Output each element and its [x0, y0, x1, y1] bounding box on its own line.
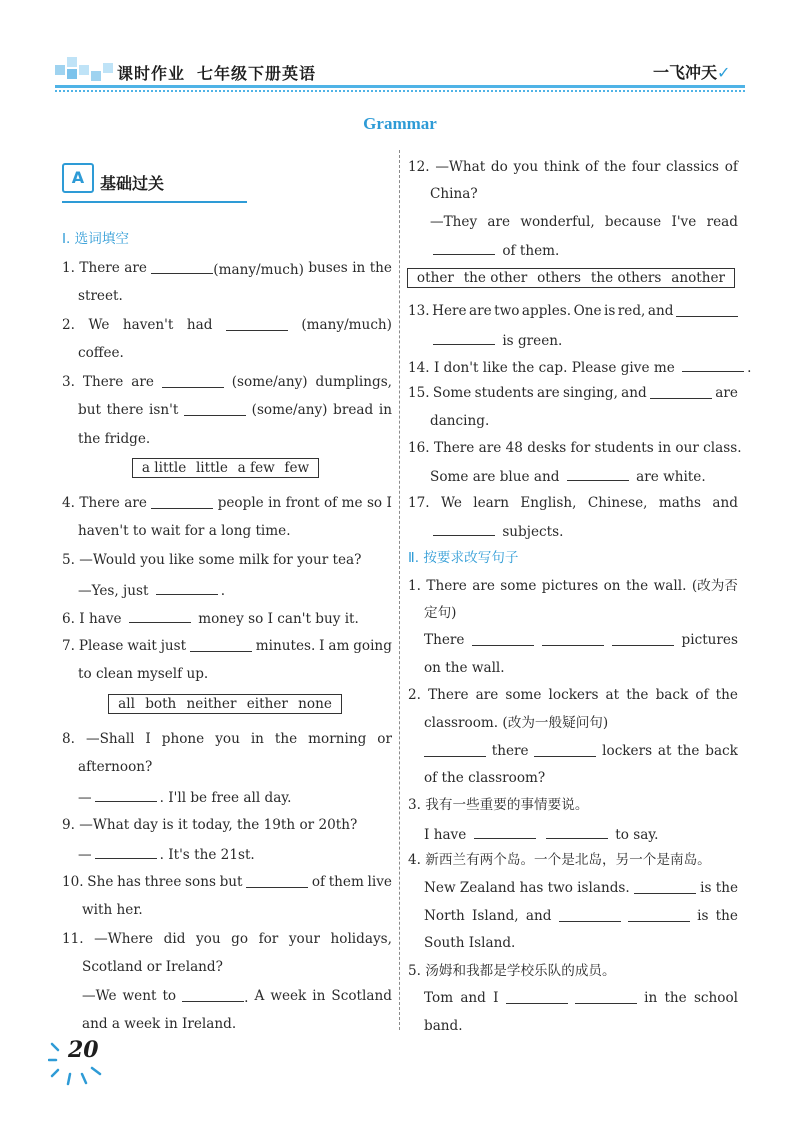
text-line: the fridge. — [78, 431, 151, 447]
word: some — [500, 578, 537, 594]
word: in — [312, 988, 326, 1004]
word: pictures — [541, 578, 599, 594]
word: going — [353, 638, 392, 654]
answer-blank[interactable] — [534, 741, 596, 757]
word: of — [323, 495, 338, 511]
word: Please — [78, 638, 124, 654]
word: in — [268, 495, 282, 511]
column-divider — [399, 150, 400, 1030]
text-line — [82, 986, 392, 1008]
word: am — [328, 638, 350, 654]
blank-token — [534, 741, 596, 763]
text-line: with her. — [82, 902, 143, 918]
text-line: 5. 汤姆和我都是学校乐队的成员。 — [408, 963, 616, 979]
text-line — [62, 729, 392, 749]
text-line: 4. 新西兰有两个岛。一个是北岛，另一个是南岛。 — [408, 852, 711, 868]
page-header — [0, 0, 800, 100]
part-2-heading: Ⅱ. 按要求改写句子 — [408, 550, 519, 566]
word: just — [160, 638, 187, 654]
word: learn — [473, 495, 509, 511]
word: three — [144, 874, 182, 890]
text-line: —Yes, just . — [78, 579, 225, 601]
word-option: little — [195, 460, 228, 476]
text-line: on the wall. — [424, 660, 505, 676]
blank-token — [424, 741, 486, 763]
word: for — [258, 931, 279, 947]
word: front — [285, 495, 320, 511]
word: Island, — [472, 908, 519, 924]
text-line: China? — [430, 186, 478, 202]
word: me — [341, 495, 363, 511]
word: —Where — [94, 931, 154, 947]
book-title-grade: 七年级下册英语 — [197, 64, 317, 83]
text-line — [424, 988, 738, 1010]
word: the — [715, 687, 738, 703]
text-line — [408, 493, 738, 513]
word: read — [706, 214, 738, 230]
answer-blank[interactable] — [628, 906, 690, 922]
word: (many/much) — [301, 317, 392, 333]
word: had — [186, 317, 213, 333]
word: classics — [666, 159, 720, 175]
word: 13. — [408, 303, 430, 319]
word: at — [657, 743, 672, 759]
answer-blank[interactable] — [433, 239, 495, 255]
text-line: afternoon? — [78, 759, 153, 775]
word-option: all — [118, 696, 135, 712]
word: the — [625, 578, 649, 594]
answer-blank[interactable] — [95, 786, 157, 802]
word: —Shall — [85, 731, 135, 747]
word: did — [163, 931, 186, 947]
word: the — [715, 880, 738, 896]
text-line: Some are blue and are white. — [430, 465, 706, 487]
word: and — [525, 908, 552, 924]
text-line: and a week in Ireland. — [82, 1016, 237, 1032]
word: isn't — [149, 402, 179, 418]
answer-blank[interactable] — [472, 630, 534, 646]
word-option: both — [145, 696, 177, 712]
word: dumplings, — [315, 374, 392, 390]
word: There — [79, 495, 120, 511]
text-line: band. — [424, 1018, 463, 1034]
book-title-series: 课时作业 — [117, 64, 186, 83]
answer-blank[interactable] — [676, 301, 738, 317]
word: and — [621, 385, 647, 401]
text-line — [62, 872, 392, 894]
word: are — [487, 214, 511, 230]
word: is — [604, 303, 616, 319]
word: four — [631, 159, 661, 175]
word: at — [605, 687, 620, 703]
word: back — [655, 687, 689, 703]
answer-blank[interactable] — [559, 906, 621, 922]
answer-blank[interactable] — [634, 878, 696, 894]
word: the — [274, 731, 298, 747]
blank-token — [226, 315, 288, 337]
answer-blank[interactable] — [474, 823, 536, 839]
word: has — [519, 880, 544, 896]
word: in — [378, 402, 392, 418]
word: wait — [127, 638, 157, 654]
word: islands. — [577, 880, 630, 896]
text-line: 9. —What day is it today, the 19th or 20th? — [62, 817, 358, 833]
header-rule — [55, 85, 745, 94]
word: of — [724, 159, 738, 175]
word: wall. — [653, 578, 687, 594]
text-line — [62, 929, 392, 949]
blank-token — [676, 301, 738, 323]
word: two — [494, 303, 520, 319]
word: is — [700, 880, 712, 896]
word: 12. — [408, 159, 430, 175]
blank-token — [634, 878, 696, 900]
text-line — [78, 400, 392, 422]
blank-token: (many/much) — [151, 258, 304, 280]
word: school — [693, 990, 738, 1006]
text-line: of the classroom? — [424, 770, 546, 786]
blank-token — [472, 630, 534, 652]
word: the — [603, 159, 627, 175]
word: 2. — [408, 687, 421, 703]
word: sons — [185, 874, 216, 890]
word: students — [474, 385, 534, 401]
blank-token — [246, 872, 308, 894]
word: so — [366, 495, 383, 511]
text-line: classroom. (改为一般疑问句) — [424, 715, 609, 731]
word: in — [250, 731, 264, 747]
text-line: dancing. — [430, 413, 490, 429]
text-line: 14. I don't like the cap. Please give me . — [408, 356, 751, 378]
word: (改为否 — [691, 578, 738, 594]
text-line — [62, 315, 392, 337]
answer-blank[interactable] — [650, 383, 712, 399]
word: you — [513, 159, 539, 175]
text-line: haven't to wait for a long time. — [78, 523, 291, 539]
word: A — [254, 988, 265, 1004]
word: are — [124, 495, 147, 511]
word-option: others — [537, 270, 582, 286]
word: 1. — [408, 578, 421, 594]
blank-token — [559, 906, 621, 928]
word: in — [352, 260, 366, 276]
text-line: 16. There are 48 desks for students in our class. — [408, 440, 742, 456]
word: the — [664, 990, 687, 1006]
word: Tom — [424, 990, 454, 1006]
text-line: 5. —Would you like some milk for your tea? — [62, 552, 362, 568]
text-line: 定句) — [424, 605, 457, 621]
text-line — [408, 576, 738, 596]
word: singing, — [562, 385, 618, 401]
text-line: coffee. — [78, 345, 124, 361]
text-line: 3. 我有一些重要的事情要说。 — [408, 797, 589, 813]
word-option: few — [284, 460, 310, 476]
answer-blank[interactable] — [424, 741, 486, 757]
word-option: none — [298, 696, 332, 712]
word: are — [472, 578, 495, 594]
text-line — [408, 157, 738, 177]
blank-token — [190, 636, 252, 658]
word: Some — [432, 385, 472, 401]
blank-token — [575, 988, 637, 1010]
word: Scotland — [331, 988, 392, 1004]
word: pictures — [681, 632, 738, 648]
text-line: of them. — [430, 239, 559, 261]
word: the — [626, 687, 649, 703]
word: holidays, — [330, 931, 392, 947]
page-number: 20 — [68, 1037, 99, 1063]
blank-token — [542, 630, 604, 652]
word-option: other — [416, 270, 454, 286]
word: She — [87, 874, 114, 890]
answer-blank[interactable] — [190, 636, 252, 652]
word: There — [424, 632, 465, 648]
word: is — [697, 908, 709, 924]
blank-token: . — [182, 986, 248, 1008]
answer-blank[interactable] — [682, 356, 744, 372]
word: One — [573, 303, 602, 319]
answer-blank[interactable] — [95, 843, 157, 859]
word: live — [367, 874, 392, 890]
word: of — [695, 687, 709, 703]
answer-blank[interactable] — [575, 988, 637, 1004]
answer-blank[interactable] — [567, 465, 629, 481]
text-line: — . I'll be free all day. — [78, 786, 292, 808]
word: New — [424, 880, 456, 896]
text-line — [62, 258, 392, 280]
word: apples. — [521, 303, 572, 319]
word: 2. — [62, 317, 75, 333]
answer-blank[interactable] — [433, 329, 495, 345]
word-option: either — [246, 696, 288, 712]
word: There — [79, 260, 120, 276]
word: 17. — [408, 495, 430, 511]
word: went — [122, 988, 157, 1004]
word: and — [712, 495, 738, 511]
word: some — [505, 687, 542, 703]
word: I — [145, 731, 151, 747]
word: there — [106, 402, 144, 418]
text-line: is green. — [430, 329, 562, 351]
brand-name: 一飞冲天 — [653, 63, 718, 82]
word: —What — [435, 159, 486, 175]
word: in — [644, 990, 658, 1006]
text-line — [424, 906, 738, 928]
word: (some/any) — [231, 374, 308, 390]
word: wonderful, — [520, 214, 595, 230]
answer-blank[interactable] — [546, 823, 608, 839]
word: red, — [617, 303, 646, 319]
answer-blank[interactable] — [182, 986, 244, 1002]
word-option: a few — [237, 460, 275, 476]
word-option: the others — [590, 270, 662, 286]
text-line — [408, 383, 738, 405]
answer-blank[interactable] — [246, 872, 308, 888]
word: do — [490, 159, 508, 175]
brand-logo — [653, 60, 730, 83]
text-line — [62, 636, 392, 658]
word: are — [469, 303, 492, 319]
answer-blank[interactable] — [156, 579, 218, 595]
word: There — [82, 374, 124, 390]
word: English, — [520, 495, 577, 511]
word: of — [311, 874, 326, 890]
word-option: a little — [141, 460, 187, 476]
word: or — [377, 731, 392, 747]
word: Here — [432, 303, 467, 319]
word: you — [195, 931, 221, 947]
word: your — [288, 931, 320, 947]
word-option: the other — [463, 270, 528, 286]
word: of — [585, 159, 599, 175]
blank-token — [506, 988, 568, 1010]
text-line: I have to say. — [424, 823, 659, 845]
part-1-heading: Ⅰ. 选词填空 — [62, 231, 130, 247]
answer-blank[interactable] — [129, 607, 191, 623]
answer-blank[interactable] — [151, 493, 213, 509]
word: lockers — [548, 687, 599, 703]
word: We — [440, 495, 462, 511]
word: 4. — [62, 495, 75, 511]
word: 10. — [62, 874, 84, 890]
answer-blank[interactable] — [151, 258, 213, 274]
word-box-pronouns — [108, 694, 342, 714]
blank-token — [650, 383, 712, 405]
text-line: to clean myself up. — [78, 666, 209, 682]
answer-blank[interactable] — [162, 372, 224, 388]
word: are — [475, 687, 499, 703]
word: phone — [161, 731, 205, 747]
word: the — [677, 743, 700, 759]
word: are — [124, 260, 147, 276]
brand-check-icon: ✓ — [717, 63, 731, 82]
word: but — [78, 402, 101, 418]
word: and — [460, 990, 486, 1006]
text-line — [430, 212, 738, 232]
word: haven't — [122, 317, 174, 333]
answer-blank[interactable] — [184, 400, 246, 416]
word: people — [217, 495, 264, 511]
word: you — [215, 731, 240, 747]
word: 1. — [62, 260, 75, 276]
text-line: Scotland or Ireland? — [82, 959, 223, 975]
word: are — [715, 385, 738, 401]
text-line — [424, 878, 738, 900]
text-line — [424, 741, 738, 763]
answer-blank[interactable] — [612, 630, 674, 646]
section-badge: A — [62, 163, 94, 193]
blank-token — [612, 630, 674, 652]
section-title: 基础过关 — [100, 174, 165, 193]
word: there — [491, 743, 529, 759]
answer-blank[interactable] — [433, 520, 495, 536]
word: the — [369, 260, 392, 276]
book-title — [117, 61, 316, 84]
word: We — [88, 317, 110, 333]
word-box-others — [407, 268, 735, 288]
word: to — [162, 988, 177, 1004]
word-option: another — [671, 270, 726, 286]
word: 15. — [408, 385, 430, 401]
word: are — [537, 385, 560, 401]
word: because — [604, 214, 662, 230]
word-box-quantity — [132, 458, 319, 478]
word: Zealand — [459, 880, 516, 896]
word: I — [493, 990, 499, 1006]
word: 8. — [62, 731, 75, 747]
word: and — [647, 303, 674, 319]
word: There — [426, 578, 467, 594]
text-line — [424, 630, 738, 652]
text-line: street. — [78, 288, 123, 304]
word: the — [715, 908, 738, 924]
word: I — [319, 638, 325, 654]
word: I've — [671, 214, 697, 230]
word: There — [428, 687, 469, 703]
word: bread — [333, 402, 374, 418]
word: back — [705, 743, 738, 759]
word: —They — [430, 214, 478, 230]
answer-blank[interactable] — [542, 630, 604, 646]
text-line — [408, 685, 738, 705]
text-line: — . It's the 21st. — [78, 843, 255, 865]
word: them — [328, 874, 364, 890]
word: two — [547, 880, 573, 896]
page-title: Grammar — [363, 114, 437, 133]
blank-token — [162, 372, 224, 394]
word: 7. — [62, 638, 75, 654]
word: 11. — [62, 931, 84, 947]
word: but — [219, 874, 243, 890]
text-line: 6. I have money so I can't buy it. — [62, 607, 359, 629]
word: morning — [308, 731, 367, 747]
word: buses — [308, 260, 348, 276]
word: minutes. — [255, 638, 316, 654]
word: —We — [82, 988, 117, 1004]
text-line: South Island. — [424, 935, 516, 951]
text-line — [62, 493, 392, 515]
word: North — [424, 908, 465, 924]
word: go — [231, 931, 249, 947]
blank-token — [184, 400, 246, 422]
word: Chinese, — [587, 495, 648, 511]
blank-token — [151, 493, 213, 515]
answer-blank[interactable] — [226, 315, 288, 331]
answer-blank[interactable] — [506, 988, 568, 1004]
text-line — [408, 301, 738, 323]
blank-token — [628, 906, 690, 928]
word: I — [386, 495, 392, 511]
word: think — [543, 159, 580, 175]
section-underline — [62, 201, 247, 203]
word: are — [131, 374, 154, 390]
word: 3. — [62, 374, 75, 390]
word: week — [270, 988, 307, 1004]
text-line — [62, 372, 392, 394]
word-option: neither — [186, 696, 237, 712]
word: on — [603, 578, 621, 594]
word: (some/any) — [251, 402, 328, 418]
word: lockers — [602, 743, 653, 759]
word: maths — [658, 495, 702, 511]
word: has — [117, 874, 141, 890]
text-line: subjects. — [430, 520, 563, 542]
